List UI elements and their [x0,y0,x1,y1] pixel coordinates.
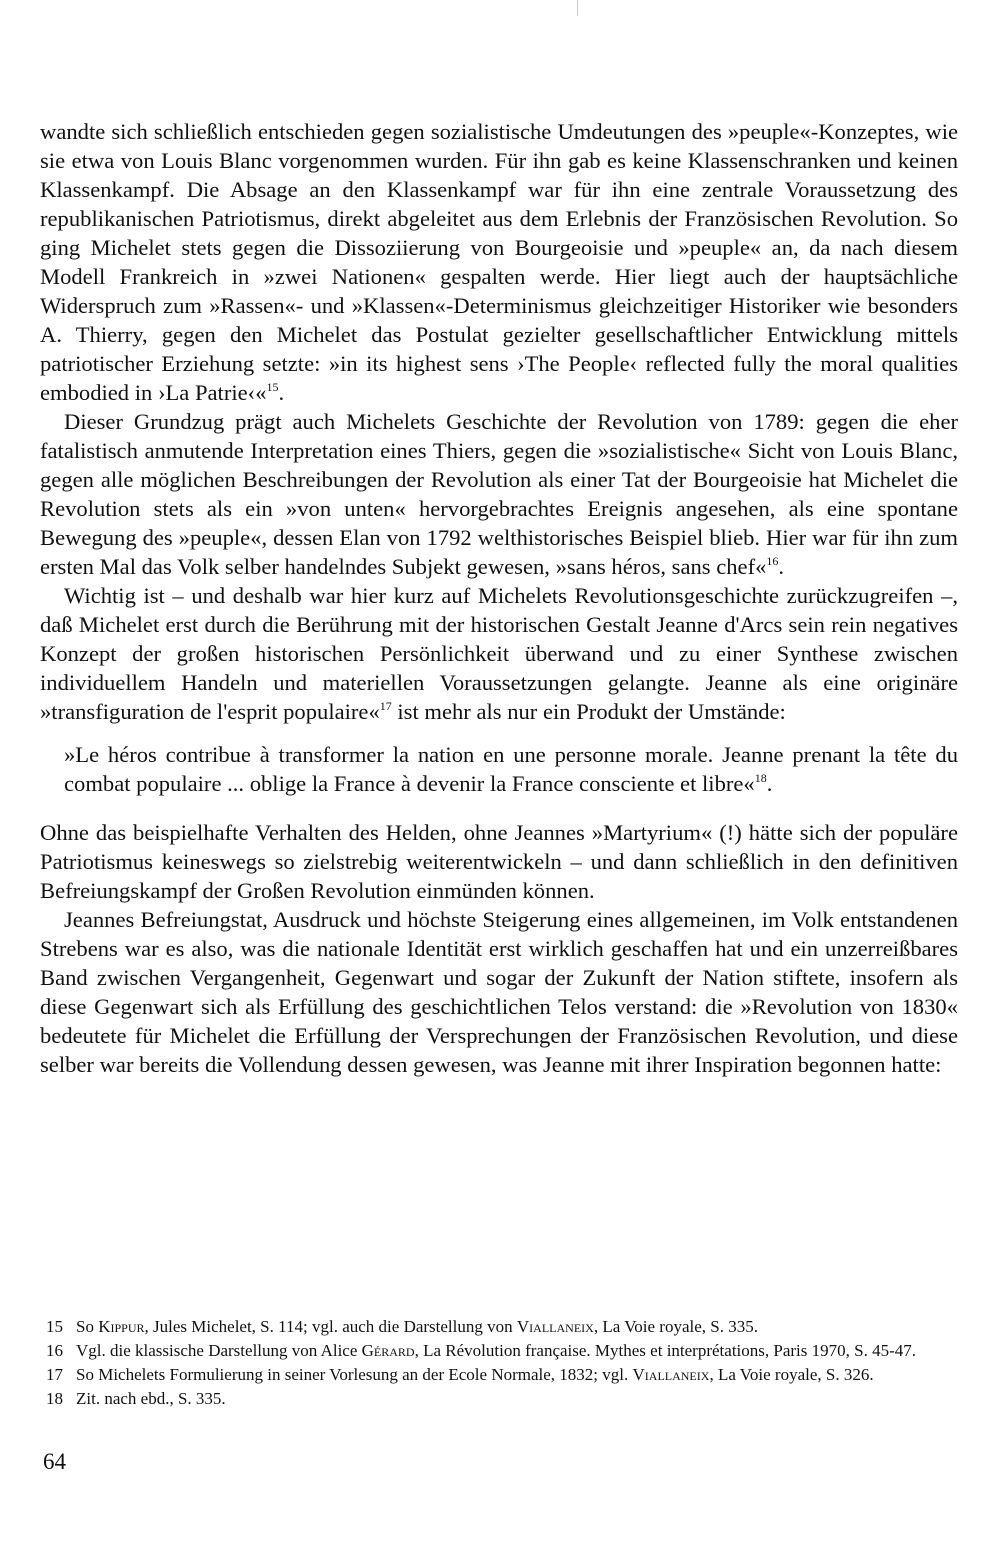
footnote-ref-16[interactable]: 16 [766,554,779,568]
footnote-text: Zit. nach ebd., S. 335. [76,1389,226,1408]
footnote-15 [46,1316,958,1337]
paragraph-5: Jeannes Befreiungstat, Ausdruck und höchste Steigerung eines allgemeinen, im Volk entstandenen Strebens war es also, was die nationale Identität erst wirklich geschaffen hat und ein unzerreißbares Band zwischen Vergangenheit, Gegenwart und sogar der Zukunft der Nation stiftete, insofern als diese Gegenwart sich als Erfüllung des geschichtlichen Telos verstand: die »Revolution von 1830« bedeutete für Michelet die Erfüllung der Versprechungen der Französischen Revolution, und diese selber war bereits die Vollendung dessen gewesen, was Jeanne mit ihrer Inspiration begonnen hatte: [40,907,958,1077]
footnote-text: So Michelets Formulierung in seiner Vorlesung an der Ecole Normale, 1832; vgl. Viallaneix, La Voie royale, S. 326. [76,1365,874,1384]
footnote-number: 18 [46,1389,63,1408]
footnote-18 [46,1388,958,1409]
footnote-number: 15 [46,1317,63,1336]
footnote-17 [46,1364,958,1385]
paragraph-4: Ohne das beispielhafte Verhalten des Helden, ohne Jeannes »Martyrium« (!) hätte sich der populäre Patriotismus keineswegs so zielstrebig weiterentwickeln – und dann schließlich in den definitiven Befreiungskampf der Großen Revolution einmünden können. [40,820,958,903]
footnote-ref-18[interactable]: 18 [754,771,767,785]
footnote-16 [46,1340,958,1361]
block-quote: »Le héros contribue à transformer la nation en une personne morale. Jeanne prenant la tête du combat populaire ... oblige la France à devenir la France consciente et libre«$^{18}$. [64,742,958,796]
footnote-ref-17[interactable]: 17 [379,699,392,713]
main-text [40,117,958,1079]
footnote-text: Vgl. die klassische Darstellung von Alice Gérard, La Révolution française. Mythes et interprétations, Paris 1970, S. 45-47. [76,1341,916,1360]
footnote-number: 16 [46,1341,63,1360]
footnote-number: 17 [46,1365,63,1384]
footnote-ref-15[interactable]: 15 [266,380,279,394]
paragraph-3: Wichtig ist – und deshalb war hier kurz auf Michelets Revolutionsgeschichte zurückzugreifen –, daß Michelet erst durch die Berührung mit der historischen Gestalt Jeanne d'Arcs sein rein negatives Konzept der großen historischen Persönlichkeit überwand und zu einer Synthese zwischen individuellem Handeln und materiellen Voraussetzungen gelangte. Jeanne als eine originäre »transfiguration de l'esprit populaire«$^{17}$ ist mehr als nur ein Produkt der Umstände: [40,583,958,724]
paragraph-2: Dieser Grundzug prägt auch Michelets Geschichte der Revolution von 1789: gegen die eher fatalistisch anmutende Interpretation eines Thiers, gegen die »sozialistische« Sicht von Louis Blanc, gegen alle möglichen Beschreibungen der Revolution als einer Tat der Bourgeoisie hat Michelet die Revolution stets als ein »von unten« hervorgebrachtes Ereignis angesehen, als eine spontane Bewegung des »peuple«, dessen Elan von 1792 welthistorisches Beispiel blieb. Hier war für ihn zum ersten Mal das Volk selber handelndes Subjekt gewesen, »sans héros, sans chef«$^{16}$. [40,409,958,579]
scan-mark [577,0,578,16]
footnote-text: So Kippur, Jules Michelet, S. 114; vgl. auch die Darstellung von Viallaneix, La Voie royale, S. 335. [76,1317,758,1336]
paragraph-1: wandte sich schließlich entschieden gegen sozialistische Umdeutungen des »peuple«-Konzeptes, wie sie etwa von Louis Blanc vorgenommen wurden. Für ihn gab es keine Klassenschranken und keinen Klassenkampf. Die Absage an den Klassenkampf war für ihn eine zentrale Voraussetzung des republikanischen Patriotismus, direkt abgeleitet aus dem Erlebnis der Französischen Revolution. So ging Michelet stets gegen die Dissoziierung von Bourgeoisie und »peuple« an, da nach diesem Modell Frankreich in »zwei Nationen« gespalten werde. Hier liegt auch der hauptsächliche Widerspruch zum »Rassen«- und »Klassen«-Determinismus gleichzeitiger Historiker wie besonders A. Thierry, gegen den Michelet das Postulat gezielter gesellschaftlicher Entwicklung mittels patriotischer Erziehung setzte: »in its highest sens ›The People‹ reflected fully the moral qualities embodied in ›La Patrie‹«$^{15}$. [40,119,958,405]
footnotes [46,1316,958,1412]
page-number: 64 [43,1449,66,1474]
